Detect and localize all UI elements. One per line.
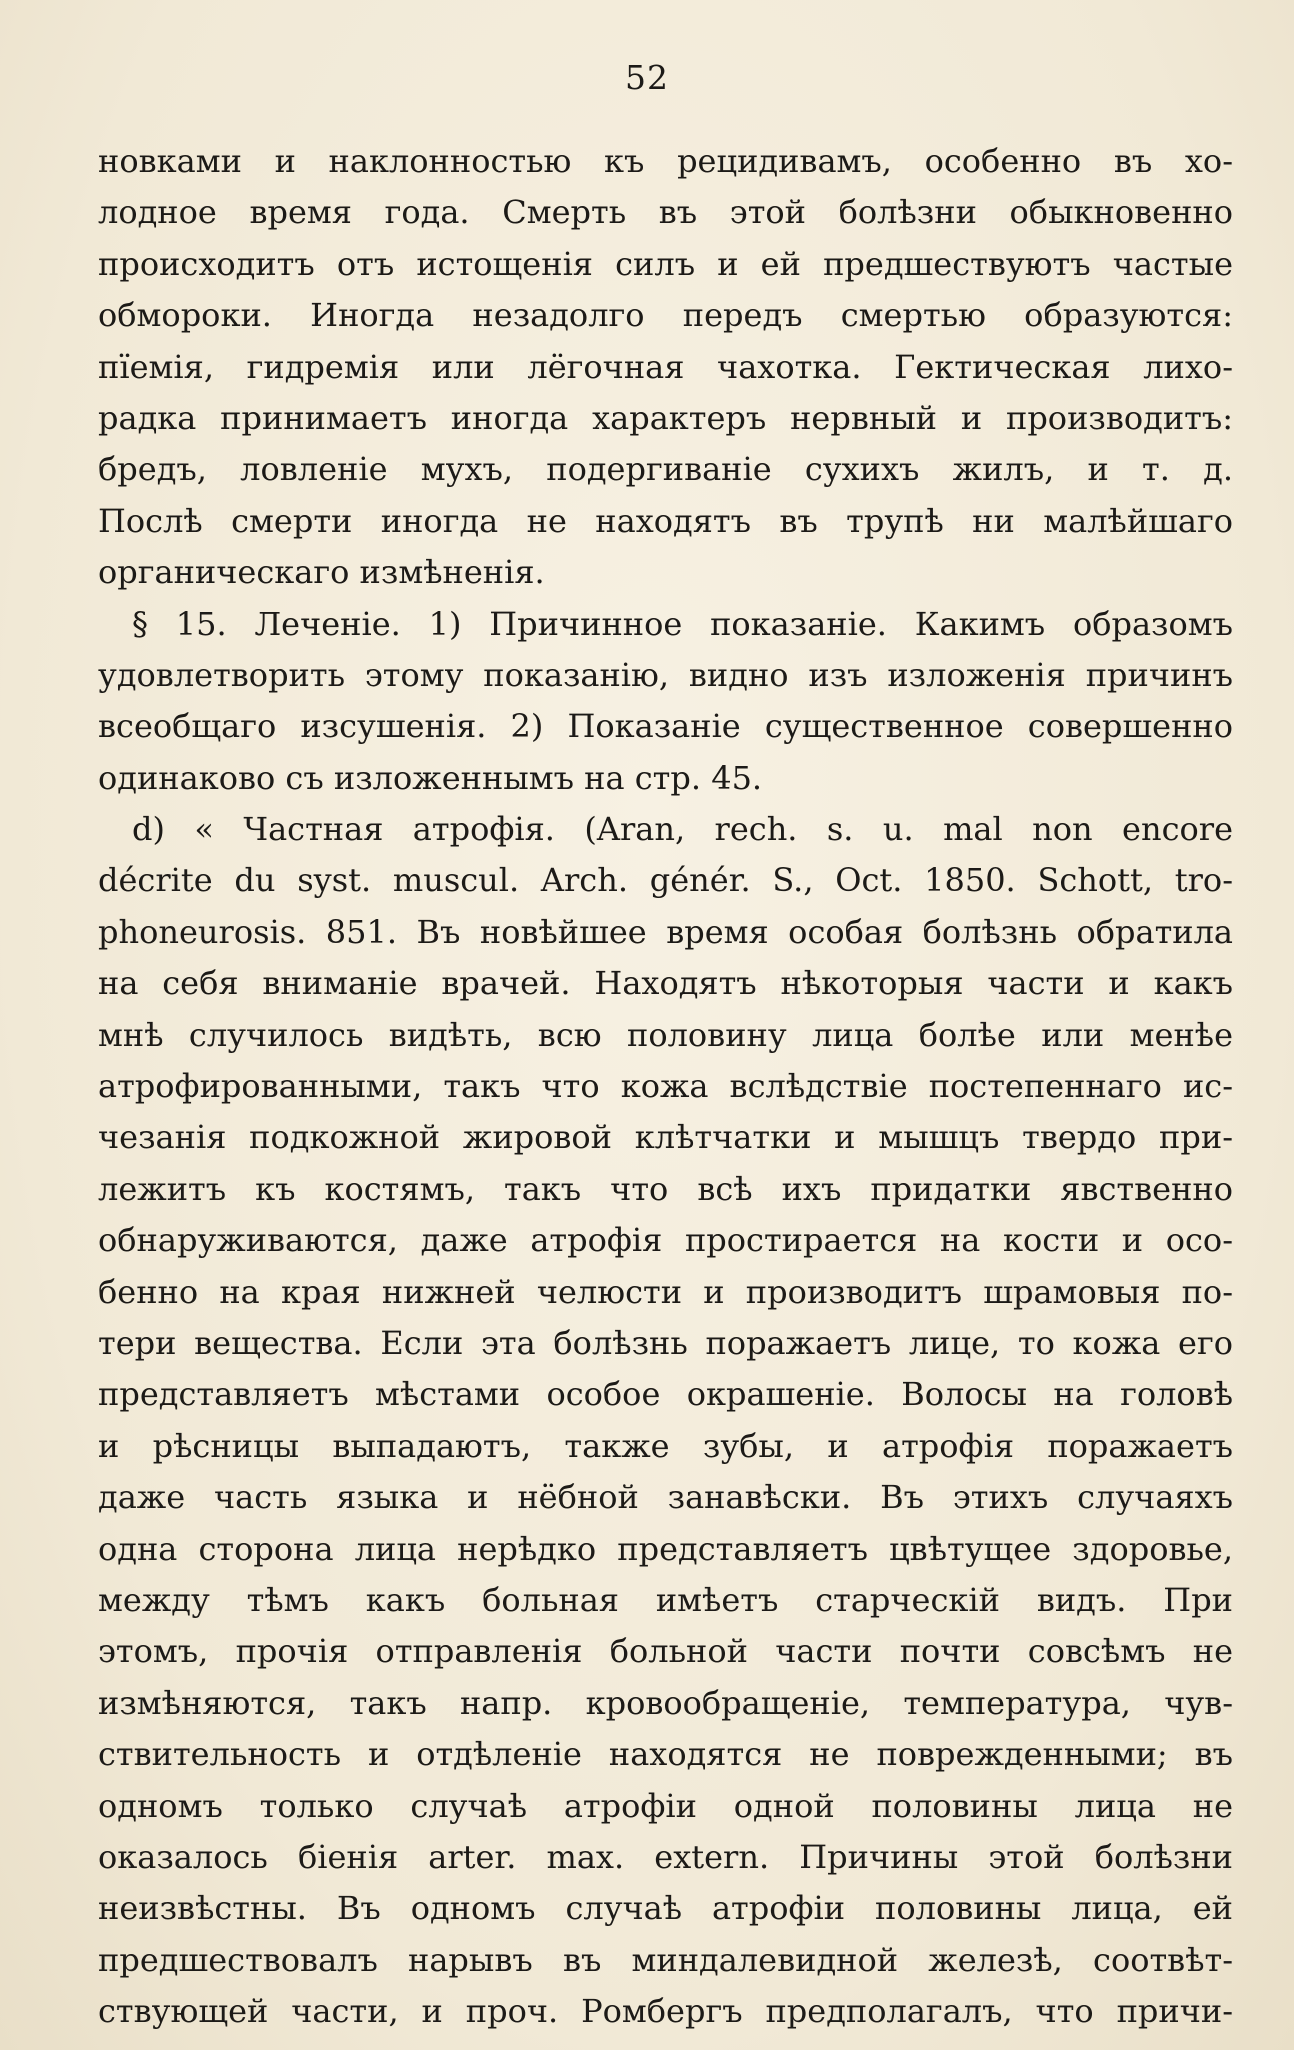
text-line: § 15. Леченіе. 1) Причинное показаніе. Какимъ образомъ [132,604,1233,643]
text-line: и рѣсницы выпадаютъ, также зубы, и атрофія поражаетъ [98,1426,1233,1465]
text-line: этомъ, прочія отправленія больной части почти совсѣмъ не [98,1632,1233,1671]
text-line: атрофированными, такъ что кожа вслѣдствіе постепеннаго ис- [98,1067,1233,1106]
text-line: происходитъ отъ истощенія силъ и ей предшествуютъ частые [98,244,1233,283]
text-line: phoneurosis. 851. Въ новѣйшее время особая болѣзнь обратила [98,912,1233,951]
page-number: 52 [625,58,669,97]
text-line: неизвѣстны. Въ одномъ случаѣ атрофіи половины лица, ей [98,1889,1233,1928]
text-line: представляетъ мѣстами особое окрашеніе. Волосы на головѣ [98,1375,1233,1414]
text-line: между тѣмъ какъ больная имѣетъ старческій видъ. При [98,1580,1233,1619]
text-line: одномъ только случаѣ атрофіи одной половины лица не [98,1786,1233,1825]
text-line: ствующей части, и проч. Ромбергъ предполагалъ, что причи- [98,1992,1233,2031]
text-line: органическаго измѣненія. [98,553,545,592]
text-line: новками и наклонностью къ рецидивамъ, особенно въ хо- [98,142,1233,180]
text-line: décrite du syst. muscul. Arch. génér. S., Oct. 1850. Schott, tro- [98,861,1233,900]
text-line: одна сторона лица нерѣдко представляетъ цвѣтущее здоровье, [98,1529,1233,1568]
text-line: на себя вниманіе врачей. Находятъ нѣкоторыя части и какъ [98,964,1233,1003]
text-line: лежитъ къ костямъ, такъ что всѣ ихъ придатки явственно [98,1169,1233,1208]
text-line: предшествовалъ нарывъ въ миндалевидной железѣ, соотвѣт- [98,1940,1233,1979]
body-text [98,136,1233,2037]
text-line: бредъ, ловленіе мухъ, подергиваніе сухихъ жилъ, и т. д. [98,450,1233,489]
text-line: оказалось біенія arter. max. extern. Причины этой болѣзни [98,1837,1233,1876]
text-line: ствительность и отдѣленіе находятся не поврежденными; въ [98,1735,1233,1774]
text-line: удовлетворить этому показанію, видно изъ изложенія причинъ [98,655,1233,694]
text-line: чезанія подкожной жировой клѣтчатки и мышцъ твердо при- [98,1118,1233,1157]
text-line: Послѣ смерти иногда не находятъ въ трупѣ ни малѣйшаго [98,501,1233,540]
text-line: обнаруживаются, даже атрофія простирается на кости и осо- [98,1221,1233,1260]
text-line: измѣняются, такъ напр. кровообращеніе, температура, чув- [98,1683,1233,1722]
text-line: всеобщаго изсушенія. 2) Показаніе существенное совершенно [98,707,1233,746]
text-line: одинаково съ изложеннымъ на стр. 45. [98,758,763,797]
text-line: мнѣ случилось видѣть, всю половину лица болѣе или менѣе [98,1015,1233,1054]
text-line: бенно на края нижней челюсти и производитъ шрамовыя по- [98,1272,1233,1311]
text-line: пїемія, гидремія или лёгочная чахотка. Гектическая лихо- [98,347,1233,386]
text-line: обмороки. Иногда незадолго передъ смертью образуются: [98,296,1233,335]
text-line: тери вещества. Если эта болѣзнь поражаетъ лице, то кожа его [98,1323,1233,1362]
text-line: лодное время года. Смерть въ этой болѣзни обыкновенно [98,193,1233,232]
text-line: даже часть языка и нёбной занавѣски. Въ этихъ случаяхъ [98,1478,1233,1517]
text-line: d) « Частная атрофія. (Aran, rech. s. u. mal non encore [132,810,1233,849]
text-line: радка принимаетъ иногда характеръ нервный и производитъ: [98,398,1233,437]
